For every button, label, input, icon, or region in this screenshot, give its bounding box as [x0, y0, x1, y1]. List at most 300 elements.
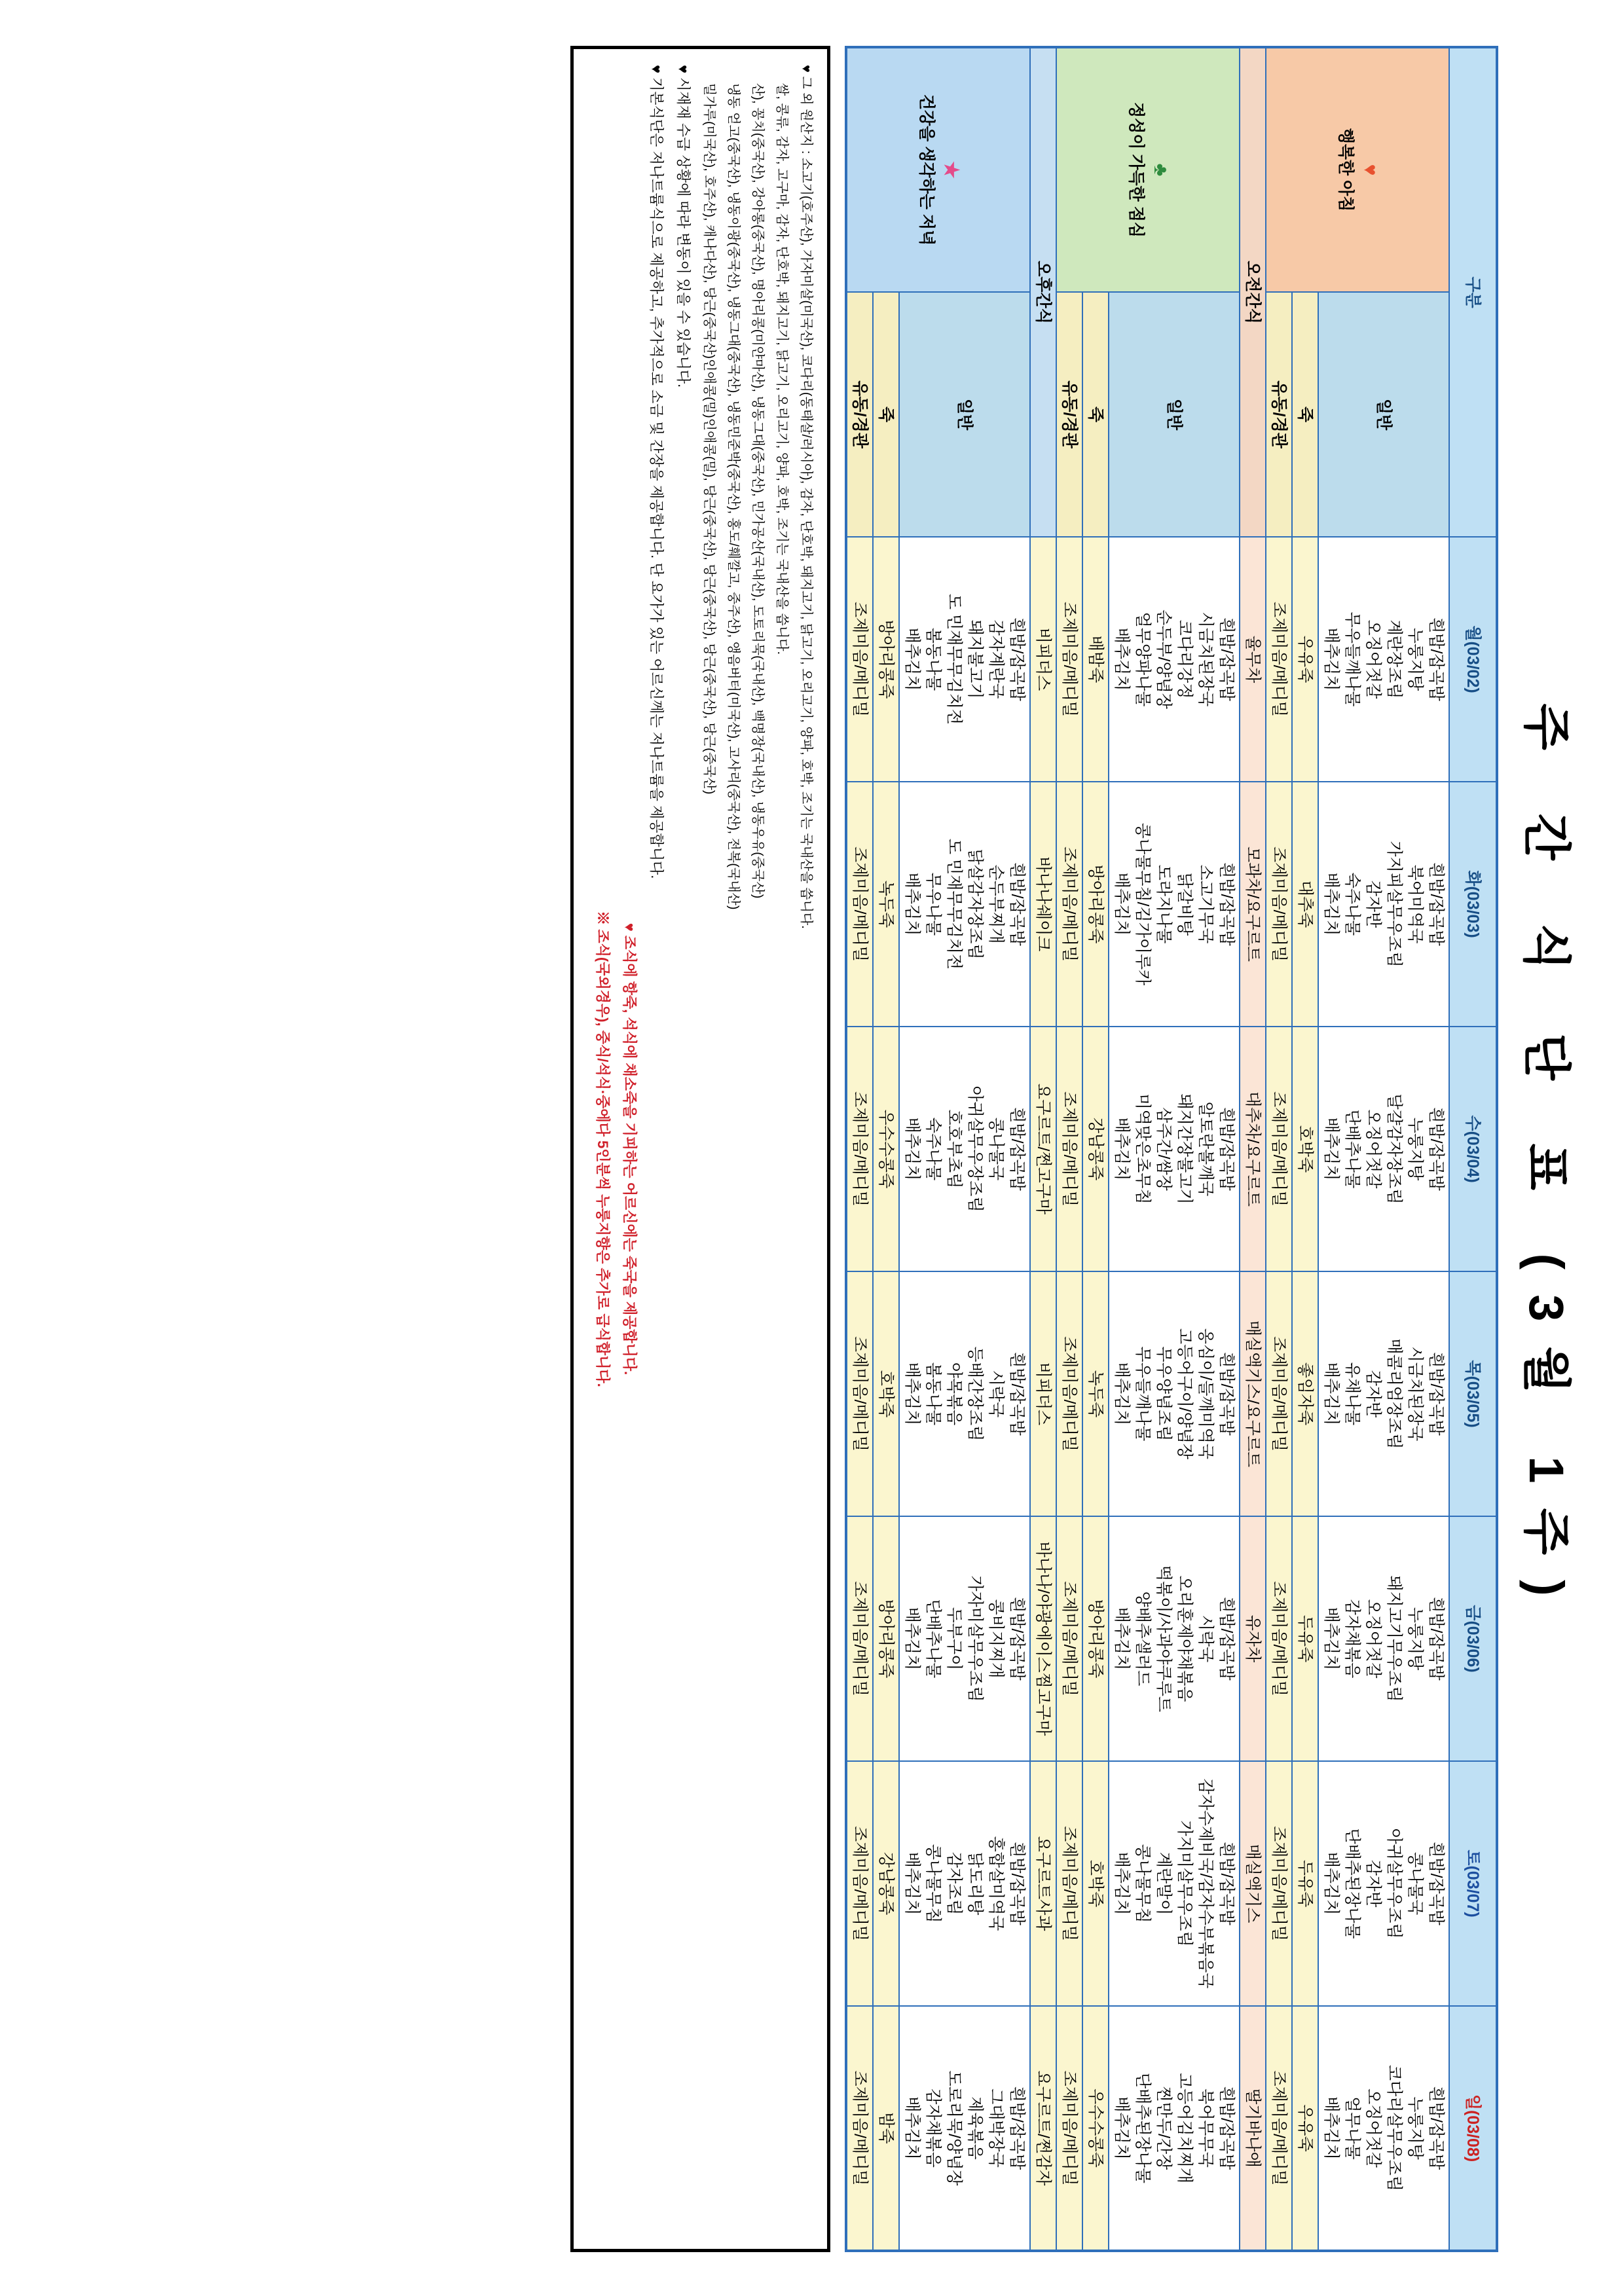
- menu-item: 닭도리탕: [966, 1851, 984, 1916]
- menu-item: 밤죽: [877, 2112, 895, 2144]
- menu-item: 누룽지탕: [1406, 1117, 1424, 1181]
- menu-item: 흰밥/잡곡밥: [1217, 2086, 1236, 2170]
- menu-item: 순두부/양념장: [1154, 610, 1173, 709]
- menu-item: 배추김치: [903, 1362, 921, 1426]
- menu-cell: [899, 2006, 1030, 2251]
- menu-cell: [1292, 1027, 1318, 1271]
- menu-item: 흰밥/잡곡밥: [1217, 1597, 1236, 1681]
- menu-item: 오징어젓갈: [1364, 1599, 1382, 1679]
- menu-cell: [873, 1516, 899, 1761]
- menu-item: 조제미음/메디밀: [1060, 1826, 1079, 1941]
- menu-item: 흰밥/잡곡밥: [1427, 862, 1445, 946]
- menu-item: 흰밥/잡곡밥: [1008, 2086, 1026, 2170]
- column-header-day: 수(03/04): [1449, 1027, 1497, 1271]
- menu-item: 단배추나물: [924, 1599, 942, 1679]
- menu-item: 조제미음/메디밀: [1270, 2070, 1288, 2186]
- menu-cell: [899, 1027, 1030, 1271]
- menu-cell: [1240, 1271, 1266, 1516]
- menu-item: 조제미음/메디밀: [851, 847, 869, 962]
- menu-cell: [1109, 1516, 1240, 1761]
- menu-item: 코다리강정: [1175, 619, 1194, 699]
- menu-item: 무우들깨나물: [1134, 1346, 1152, 1442]
- menu-cell: [1030, 537, 1056, 782]
- menu-item: 콩나물국: [987, 1117, 1005, 1181]
- menu-item: 흰밥/잡곡밥: [1008, 1842, 1026, 1925]
- menu-cell: [1082, 1761, 1109, 2006]
- menu-item: 도 민재무무김치전: [945, 593, 963, 725]
- menu-item: 감자채볶음: [1343, 1599, 1361, 1679]
- menu-item: 봄동나물: [924, 627, 942, 691]
- column-header-day: 토(03/07): [1449, 1761, 1497, 2006]
- menu-item: 조제미음/메디밀: [1270, 1091, 1288, 1207]
- menu-cell: [1292, 1516, 1318, 1761]
- menu-cell: [1240, 782, 1266, 1027]
- menu-item: 방아리콩죽: [1086, 1599, 1105, 1679]
- menu-cell: [1109, 2006, 1240, 2251]
- menu-item: 흰밥/잡곡밥: [1217, 1107, 1236, 1191]
- menu-item: 콩나물무침: [924, 1844, 942, 1923]
- menu-item: 홍합살미역국: [987, 1836, 1005, 1931]
- menu-cell: [1240, 537, 1266, 782]
- column-header-day: 일(03/08): [1449, 2006, 1497, 2251]
- menu-cell: [1056, 2006, 1082, 2251]
- menu-item: 흰밥/잡곡밥: [1427, 2086, 1445, 2170]
- meal-section-name: 오전간식: [1244, 261, 1262, 324]
- menu-cell: [1292, 1271, 1318, 1516]
- menu-item: 조제미음/메디밀: [1060, 2070, 1079, 2186]
- menu-item: 녹두죽: [877, 880, 895, 928]
- menu-item: 누룽지탕: [1406, 627, 1424, 691]
- menu-item: 조제미음/메디밀: [1060, 1336, 1079, 1451]
- menu-item: 방아리콩죽: [877, 1599, 895, 1679]
- menu-item: 요구르트/쩐고구마: [1034, 1083, 1052, 1215]
- menu-item: 봄동나물: [924, 1362, 942, 1426]
- menu-item: 소고기무국: [1196, 864, 1215, 944]
- menu-cell: [1266, 2006, 1292, 2251]
- menu-item: 요구르트/쩐감자: [1034, 2070, 1052, 2186]
- notes-box: [570, 46, 830, 2252]
- menu-cell: [846, 1516, 873, 1761]
- menu-item: 방아리콩죽: [877, 619, 895, 699]
- menu-item: 조제미음/메디밀: [1270, 1826, 1288, 1941]
- menu-item: 누룽지탕: [1406, 2096, 1424, 2160]
- menu-item: 배추김치: [1113, 1607, 1131, 1671]
- menu-item: 숙주나물: [1343, 872, 1361, 936]
- menu-item: 가지미살무우조림: [1175, 1820, 1194, 1947]
- meal-section-label: [1030, 47, 1056, 537]
- menu-item: 율무차: [1244, 635, 1262, 683]
- table-row: [1266, 47, 1292, 2251]
- menu-item: 두부구이: [945, 1607, 963, 1671]
- weekly-menu-table: [845, 46, 1498, 2252]
- menu-cell: [1056, 1516, 1082, 1761]
- meal-section-icon: ♥: [1359, 164, 1381, 176]
- menu-item: 강남콩죽: [877, 1851, 895, 1916]
- menu-item: 무우양념조림: [1154, 1346, 1173, 1442]
- menu-item: 도라지나물: [1154, 864, 1173, 944]
- menu-item: 계란장조림: [1385, 619, 1403, 699]
- note-bullet-0: ♥ 시재재 수급 상황에 따라 변동이 있을 수 있습니다.: [675, 65, 692, 388]
- menu-cell: [846, 782, 873, 1027]
- meal-section-icon: ★: [940, 161, 962, 179]
- menu-item: 조제미음/메디밀: [1270, 1336, 1288, 1451]
- menu-item: 매실액기스/요구르트: [1244, 1320, 1262, 1468]
- menu-cell: [1266, 1271, 1292, 1516]
- menu-item: 양배추샐러드: [1134, 1591, 1152, 1686]
- note-bullet-1: ♥ 기본식단은 저나트륨식으로 제공하고, 추가적으로 소금 및 간장을 제공합니다. 단 요가가 있는 어르신께는 저나트륨을 제공합니다.: [648, 65, 665, 879]
- meal-type-label: 유동/경관: [1056, 292, 1082, 537]
- menu-cell: [1056, 1027, 1082, 1271]
- menu-item: 배추김치: [903, 627, 921, 691]
- menu-item: 흰밥/잡곡밥: [1217, 1842, 1236, 1925]
- origin-line-1: 산), 꽁치(중국산), 강아롱(중국산), 명아리콩(미얀마산), 냉동그대(중국산), 민가공산(국내산), 도토리묵(국내산), 백명장(국내산), 냉동우유(중국산): [750, 83, 765, 899]
- menu-item: 제육볶음: [966, 2096, 984, 2160]
- menu-item: 호박죽: [1086, 1859, 1105, 1908]
- menu-item: 흰밥/잡곡밥: [1217, 1352, 1236, 1436]
- menu-item: 배추김치: [1113, 1362, 1131, 1426]
- menu-cell: [1082, 2006, 1109, 2251]
- menu-item: 대추차/요구르트: [1244, 1091, 1262, 1207]
- menu-cell: [1292, 537, 1318, 782]
- menu-item: 콩나물무침/김가이루카: [1134, 822, 1152, 986]
- menu-cell: [846, 1761, 873, 2006]
- menu-item: 감자채볶음: [924, 2088, 942, 2168]
- menu-item: 얼무나물: [1343, 2096, 1361, 2160]
- menu-item: 배밤죽: [1086, 635, 1105, 683]
- menu-item: 고등어김치찌개: [1175, 2072, 1194, 2184]
- menu-item: 조제미음/메디밀: [851, 1826, 869, 1941]
- menu-item: 우유죽: [1296, 2104, 1314, 2152]
- menu-item: 대추죽: [1296, 880, 1314, 928]
- menu-item: 배추김치: [1113, 627, 1131, 691]
- table-row: [1318, 47, 1449, 2251]
- menu-item: 닭갈비탕: [1175, 872, 1194, 936]
- menu-cell: [1109, 537, 1240, 782]
- menu-item: 흰밥/잡곡밥: [1427, 1352, 1445, 1436]
- menu-item: 흰밥/잡곡밥: [1008, 617, 1026, 701]
- menu-item: 요구르트사과: [1034, 1836, 1052, 1931]
- menu-cell: [846, 2006, 873, 2251]
- menu-item: 순두부찌개: [987, 864, 1005, 944]
- menu-item: 감자조림: [945, 1851, 963, 1916]
- menu-cell: [1082, 1516, 1109, 1761]
- menu-cell: [846, 1027, 873, 1271]
- menu-cell: [1082, 782, 1109, 1027]
- menu-item: 시금치된장국: [1196, 611, 1215, 707]
- menu-item: 바나나쉐이크: [1034, 856, 1052, 952]
- menu-item: 흰밥/잡곡밥: [1427, 1597, 1445, 1681]
- menu-item: 감자반: [1364, 880, 1382, 928]
- meal-type-label: 일반: [1318, 292, 1449, 537]
- menu-item: 오리훈제야채볶음: [1175, 1575, 1194, 1702]
- menu-item: 돼지불고기: [966, 619, 984, 699]
- menu-cell: [1109, 1271, 1240, 1516]
- menu-item: 흰밥/잡곡밥: [1427, 1842, 1445, 1925]
- menu-item: 조제미음/메디밀: [851, 2070, 869, 2186]
- meal-type-label: 유동/경관: [846, 292, 873, 537]
- menu-cell: [1240, 1516, 1266, 1761]
- menu-cell: [1292, 2006, 1318, 2251]
- menu-item: 배추김치: [903, 1117, 921, 1181]
- menu-cell: [1030, 1271, 1056, 1516]
- menu-item: 감자반: [1364, 1370, 1382, 1418]
- menu-item: 시금치된장국: [1406, 1346, 1424, 1442]
- menu-cell: [899, 1271, 1030, 1516]
- menu-cell: [1318, 1516, 1449, 1761]
- meal-type-label: 죽: [873, 292, 899, 537]
- menu-item: 배추김치: [1322, 872, 1340, 936]
- menu-cell: [899, 782, 1030, 1027]
- menu-cell: [1318, 1027, 1449, 1271]
- menu-item: 단배추나물: [1343, 1109, 1361, 1189]
- menu-item: 조제미음/메디밀: [1270, 1581, 1288, 1696]
- menu-item: 배추김치: [903, 1607, 921, 1671]
- menu-item: 방아리콩죽: [1086, 864, 1105, 944]
- menu-item: 무우들깨나물: [1343, 611, 1361, 707]
- meal-section-icon: ♣: [1150, 163, 1172, 177]
- menu-item: 매실액기스: [1244, 1844, 1262, 1923]
- menu-item: 무우나물: [924, 872, 942, 936]
- menu-item: 배추김치: [1322, 2096, 1340, 2160]
- menu-item: 북어미역국: [1406, 864, 1424, 944]
- menu-item: 좋임자죽: [1296, 1362, 1314, 1426]
- menu-item: 얼무양파나물: [1134, 611, 1152, 707]
- table-row: [1240, 47, 1266, 2251]
- table-row: [1030, 47, 1056, 2251]
- menu-item: 코다리살무우조림: [1385, 2064, 1403, 2192]
- menu-item: 가지피살무우조림: [1385, 841, 1403, 968]
- menu-item: 배추김치: [903, 872, 921, 936]
- menu-cell: [873, 1761, 899, 2006]
- menu-item: 배추김치: [1322, 1607, 1340, 1671]
- menu-item: 모과차/요구르트: [1244, 847, 1262, 962]
- menu-cell: [1240, 2006, 1266, 2251]
- menu-cell: [1318, 782, 1449, 1027]
- menu-cell: [873, 2006, 899, 2251]
- menu-cell: [1266, 1761, 1292, 2006]
- menu-item: 찐만두/간장: [1154, 2086, 1173, 2170]
- menu-item: 우유죽: [1296, 635, 1314, 683]
- menu-cell: [1030, 2006, 1056, 2251]
- menu-item: 오징어젓갈: [1364, 1109, 1382, 1189]
- menu-cell: [1240, 1761, 1266, 2006]
- menu-item: 흰밥/잡곡밥: [1008, 1107, 1026, 1191]
- menu-cell: [873, 537, 899, 782]
- origin-line-2: 냉동 얻고(중국산), 냉동이광(중국산), 냉동그대(중국산), 냉동민준박(중국산), 홍도/훼깔고, 중주산), 앵음버터(미국산), 고사리(중국산), 전복(국내산): [726, 83, 741, 910]
- menu-item: 흰밥/잡곡밥: [1008, 1352, 1026, 1436]
- menu-cell: [1082, 1027, 1109, 1271]
- menu-item: 떡볶이/사과야쿠루트: [1154, 1565, 1173, 1713]
- menu-item: 흰밥/잡곡밥: [1217, 862, 1236, 946]
- meal-section-name: 정성이 가득한 점심: [1127, 101, 1145, 238]
- menu-item: 아귀살무우조림: [1385, 1828, 1403, 1939]
- menu-item: 비피더스: [1034, 627, 1052, 691]
- menu-cell: [1318, 537, 1449, 782]
- column-header-day: 월(03/02): [1449, 537, 1497, 782]
- meal-section-label: [1240, 47, 1266, 537]
- menu-item: 배추김치: [1113, 872, 1131, 936]
- menu-item: 닭살감자장조림: [966, 848, 984, 960]
- menu-item: 배추김치: [1113, 1851, 1131, 1916]
- menu-item: 감자계란국: [987, 619, 1005, 699]
- meal-type-label: 일반: [899, 292, 1030, 537]
- menu-item: 배추김치: [1322, 627, 1340, 691]
- menu-cell: [1292, 1761, 1318, 2006]
- menu-cell: [1056, 782, 1082, 1027]
- menu-item: 두유죽: [1296, 1614, 1314, 1663]
- menu-cell: [1056, 1761, 1082, 2006]
- menu-item: 배추김치: [1322, 1117, 1340, 1181]
- table-row: [1109, 47, 1240, 2251]
- menu-item: 조제미음/메디밀: [851, 1581, 869, 1696]
- menu-item: 비피더스: [1034, 1362, 1052, 1426]
- menu-item: 오징어젓갈: [1364, 2088, 1382, 2168]
- menu-item: 조제미음/메디밀: [851, 602, 869, 717]
- menu-item: 조제미음/메디밀: [1270, 602, 1288, 717]
- menu-item: 배추김치: [903, 1851, 921, 1916]
- menu-item: 흰밥/잡곡밥: [1427, 617, 1445, 701]
- menu-item: 호박죽: [877, 1370, 895, 1418]
- menu-item: 우수수콩죽: [877, 1109, 895, 1189]
- menu-item: 가자미살무우조림: [966, 1575, 984, 1702]
- menu-item: 조제미음/메디밀: [1060, 1091, 1079, 1207]
- menu-item: 오징어젓갈: [1364, 619, 1382, 699]
- menu-item: 달걀감자장조림: [1385, 1093, 1403, 1205]
- meal-type-label: 유동/경관: [1266, 292, 1292, 537]
- menu-item: 도 민재무무김치전: [945, 838, 963, 970]
- table-row: [873, 47, 899, 2251]
- meal-type-label: 죽: [1292, 292, 1318, 537]
- menu-item: 조제미음/메디밀: [1060, 602, 1079, 717]
- menu-cell: [873, 1027, 899, 1271]
- menu-cell: [1240, 1027, 1266, 1271]
- menu-cell: [1082, 1271, 1109, 1516]
- table-row: [1056, 47, 1082, 2251]
- menu-item: 조제미음/메디밀: [1060, 1581, 1079, 1696]
- menu-item: 배추김치: [903, 2096, 921, 2160]
- menu-item: 조제미음/메디밀: [851, 1336, 869, 1451]
- menu-item: 감자반: [1364, 1859, 1382, 1908]
- menu-item: 콩나물무침: [1134, 1844, 1152, 1923]
- menu-item: 강남콩죽: [1086, 1117, 1105, 1181]
- menu-item: 아귀살무우장조림: [966, 1085, 984, 1212]
- menu-cell: [1266, 782, 1292, 1027]
- menu-cell: [1082, 537, 1109, 782]
- menu-item: 배추김치: [1113, 1117, 1131, 1181]
- menu-item: 우수수콩죽: [1086, 2088, 1105, 2168]
- menu-cell: [873, 782, 899, 1027]
- menu-cell: [1318, 1761, 1449, 2006]
- table-row: [1292, 47, 1318, 2251]
- menu-cell: [899, 1761, 1030, 2006]
- menu-item: 배추김치: [1113, 2096, 1131, 2160]
- menu-item: 시락국: [1196, 1614, 1215, 1663]
- menu-cell: [1056, 537, 1082, 782]
- menu-item: 바나나/야광에이스찜고구마: [1034, 1541, 1052, 1736]
- meal-type-label: 일반: [1109, 292, 1240, 537]
- menu-item: 그대박장국: [987, 2088, 1005, 2168]
- note-footer: ※ 조식(국외경우), 중식/석식·중에다 5인분씩 누룽지향은 추가로 급식합니다.: [595, 911, 611, 1387]
- menu-item: 유채나물: [1343, 1362, 1361, 1426]
- menu-item: 콩나물국: [1406, 1851, 1424, 1916]
- menu-item: 계란말이: [1154, 1851, 1173, 1916]
- menu-cell: [846, 1271, 873, 1516]
- table-row: [846, 47, 873, 2251]
- menu-item: 딸기바나애: [1244, 2088, 1262, 2168]
- meal-section-label: [1266, 47, 1449, 292]
- menu-cell: [1030, 1761, 1056, 2006]
- menu-item: 매콤리엄장조림: [1385, 1338, 1403, 1449]
- menu-item: 누룽지탕: [1406, 1607, 1424, 1671]
- menu-item: 야목볶음: [945, 1362, 963, 1426]
- menu-item: 돼지간장불고기: [1175, 1093, 1194, 1205]
- menu-item: 녹두죽: [1086, 1370, 1105, 1418]
- menu-item: 도로리묵/양념장: [945, 2070, 963, 2186]
- menu-item: 흰밥/잡곡밥: [1008, 862, 1026, 946]
- menu-item: 옹심이/들깨미역국: [1196, 1328, 1215, 1460]
- column-header-day: 화(03/03): [1449, 782, 1497, 1027]
- menu-cell: [1030, 782, 1056, 1027]
- menu-item: 숙주나물: [924, 1117, 942, 1181]
- table-row: [1082, 47, 1109, 2251]
- menu-cell: [1266, 1027, 1292, 1271]
- menu-cell: [1109, 782, 1240, 1027]
- menu-item: 북어무무국: [1196, 2088, 1215, 2168]
- menu-cell: [1292, 782, 1318, 1027]
- menu-cell: [846, 537, 873, 782]
- origin-line-3: 밀가루(미국산), 호주산), 캐나다산), 당근(중국산)인애콩(밀)인애콩(밀), 당근(중국산), 당근(중국산), 당근(중국산), 당근(중국산): [702, 83, 716, 795]
- menu-item: 알토란볼깨국: [1196, 1101, 1215, 1197]
- menu-item: 조제미음/메디밀: [1060, 847, 1079, 962]
- menu-cell: [873, 1271, 899, 1516]
- menu-item: 흰밥/잡곡밥: [1427, 1107, 1445, 1191]
- menu-item: 콩비지찌개: [987, 1599, 1005, 1679]
- menu-cell: [899, 537, 1030, 782]
- menu-item: 흰밥/잡곡밥: [1217, 617, 1236, 701]
- note-bullet-2: ♥ 조식에 항죽, 석식에 채소죽을 기피하는 어르신에는 죽국을 제공합니다.: [621, 922, 638, 1376]
- menu-item: 고등어구이/양념장: [1175, 1328, 1194, 1460]
- menu-cell: [1109, 1027, 1240, 1271]
- menu-cell: [1318, 2006, 1449, 2251]
- menu-cell: [1030, 1516, 1056, 1761]
- meal-section-name: 행복한 아침: [1337, 128, 1355, 212]
- menu-cell: [899, 1516, 1030, 1761]
- menu-item: 미역맞은초무침: [1134, 1093, 1152, 1205]
- page-title: 주 간 식 단 표 (3월 1주): [1519, 703, 1574, 1621]
- meal-section-label: [846, 47, 1030, 292]
- menu-cell: [1266, 537, 1292, 782]
- menu-item: 배추김치: [1322, 1851, 1340, 1916]
- menu-item: 단배추된장나물: [1134, 2072, 1152, 2184]
- menu-sheet: [39, 46, 1585, 2252]
- menu-item: 두유죽: [1296, 1859, 1314, 1908]
- menu-cell: [1318, 1271, 1449, 1516]
- table-row: [899, 47, 1030, 2251]
- menu-item: 삼주간/쌈장: [1154, 1107, 1173, 1191]
- menu-item: 감자수제비국/감자수부볶음국: [1196, 1778, 1215, 1989]
- meal-section-label: [1056, 47, 1240, 292]
- menu-item: 흰밥/잡곡밥: [1008, 1597, 1026, 1681]
- menu-item: 호호부초림: [945, 1109, 963, 1189]
- menu-item: 등배간장조림: [966, 1346, 984, 1442]
- menu-item: 시락국: [987, 1370, 1005, 1418]
- menu-item: 돼지고기무우조림: [1385, 1575, 1403, 1702]
- menu-cell: [1030, 1027, 1056, 1271]
- menu-cell: [1109, 1761, 1240, 2006]
- origin-line-0: 쌀, 콩류, 감자, 고구마, 감자, 단호박, 돼지고기, 닭고기, 오리고기, 양파, 호박, 조기는 국내산을 씁니다.: [775, 83, 789, 655]
- menu-item: 조제미음/메디밀: [1270, 847, 1288, 962]
- menu-cell: [1266, 1516, 1292, 1761]
